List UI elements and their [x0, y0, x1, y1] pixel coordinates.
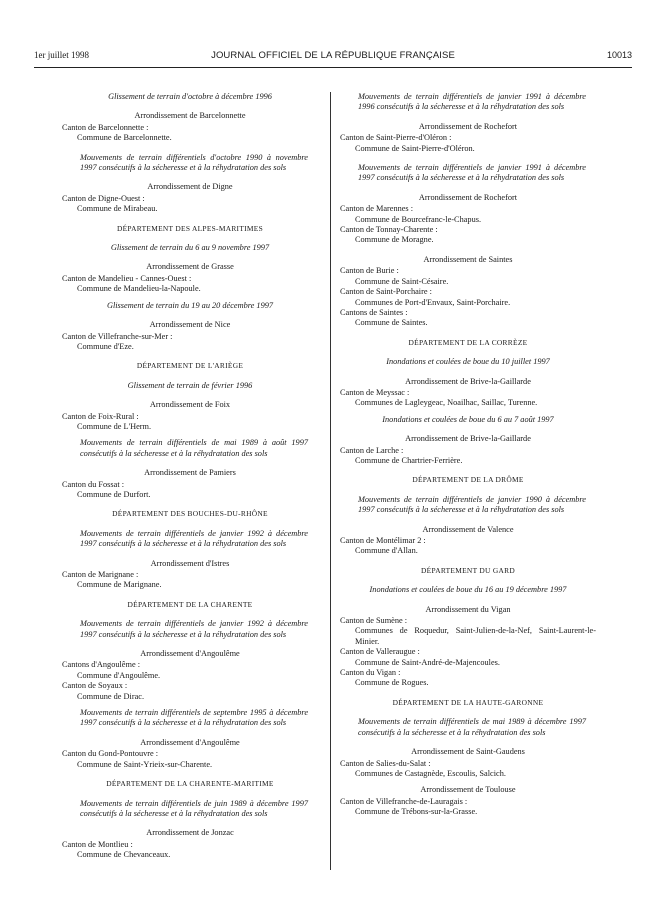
- canton-line: Canton de Saint-Pierre-d'Oléron :: [340, 133, 452, 143]
- spacer: [340, 246, 596, 255]
- canton-line: Canton de Valleraugue :: [340, 647, 420, 657]
- arrondissement-heading: Arrondissement de Brive-la-Gaillarde: [405, 376, 531, 386]
- canton-line: Cantons d'Angoulême :: [62, 660, 141, 670]
- canton-line: Canton du Gond-Pontouvre :: [62, 749, 159, 759]
- canton-line: Canton de Salies-du-Salat :: [340, 758, 431, 768]
- commune-line: Commune de Saint-Césaire.: [355, 276, 449, 286]
- canton-line: Canton du Vigan :: [340, 668, 401, 678]
- canton-line: Canton de Marignane :: [62, 570, 139, 579]
- spacer: [62, 770, 318, 779]
- arrondissement-heading: Arrondissement de Barcelonnette: [134, 111, 246, 121]
- event-heading: Glissement de terrain du 6 au 9 novembre 1997: [110, 243, 270, 253]
- event-heading: Mouvements de terrain différentiels d'octobre 1990 à novembre 1997 consécutifs à la sécheresse et à la réhydratation des sols: [80, 152, 308, 173]
- arrondissement-heading: Arrondissement d'Angoulême: [140, 649, 240, 659]
- event-heading: Mouvements de terrain différentiels de mai 1989 à décembre 1997 consécutifs à la sécheresse et à la réhydratation des sols: [358, 717, 586, 737]
- event-heading: Mouvements de terrain différentiels de mai 1989 à août 1997 consécutifs à la sécheresse et à la réhydratation des sols: [80, 438, 308, 458]
- commune-line: Commune de Mandelieu-la-Napoule.: [77, 284, 201, 294]
- commune-line: Commune de L'Herm.: [77, 421, 152, 431]
- department-heading: DÉPARTEMENT DE LA CHARENTE: [127, 599, 253, 609]
- commune-line: Communes de Port-d'Envaux, Saint-Porchaire.: [355, 297, 511, 307]
- arrondissement-heading: Arrondissement de Saint-Gaudens: [411, 747, 525, 757]
- commune-line: Commune d'Eze.: [77, 341, 134, 351]
- commune-line: Commune de Saint-Pierre-d'Oléron.: [355, 143, 475, 153]
- arrondissement-heading: Arrondissement de Brive-la-Gaillarde: [405, 434, 531, 444]
- canton-line: Canton de Meyssac :: [340, 387, 410, 397]
- arrondissement-heading: Arrondissement de Valence: [422, 524, 514, 534]
- department-heading: DÉPARTEMENT DE LA CHARENTE-MARITIME: [106, 779, 274, 789]
- canton-line: Canton de Montélimar 2 :: [340, 536, 426, 545]
- commune-line: Commune d'Angoulême.: [77, 670, 161, 680]
- arrondissement-heading: Arrondissement de Grasse: [146, 262, 234, 272]
- commune-line: Commune de Saint-Yrieix-sur-Charente.: [77, 759, 213, 769]
- canton-line: Canton de Sumène :: [340, 616, 408, 626]
- arrondissement-heading: Arrondissement de Jonzac: [146, 828, 234, 838]
- spacer: [340, 154, 596, 163]
- spacer: [340, 689, 596, 698]
- commune-line: Commune de Chartrier-Ferrière.: [355, 455, 463, 465]
- event-heading: Mouvements de terrain différentiels de janvier 1990 à décembre 1997 consécutifs à la sécheresse et à la réhydratation des sols: [358, 494, 586, 515]
- commune-line: Commune de Trébons-sur-la-Grasse.: [355, 807, 478, 817]
- canton-line: Canton de Villefranche-sur-Mer :: [62, 331, 173, 341]
- canton-line: Canton de Digne-Ouest :: [62, 193, 145, 203]
- commune-line: Commune de Rogues.: [355, 678, 429, 688]
- column-divider: [330, 92, 331, 870]
- arrondissement-heading: Arrondissement de Rochefort: [418, 121, 518, 131]
- commune-line: Commune de Moragne.: [355, 235, 434, 245]
- arrondissement-heading: Arrondissement de Pamiers: [144, 468, 236, 478]
- commune-line: Commune de Bourcefranc-le-Chapus.: [355, 214, 482, 224]
- spacer: [62, 144, 318, 153]
- arrondissement-heading: Arrondissement de Foix: [149, 400, 231, 410]
- left-column: [62, 92, 318, 861]
- event-heading: Mouvements de terrain différentiels de janvier 1992 à décembre 1997 consécutifs à la sécheresse et à la réhydratation des sols: [80, 619, 308, 639]
- canton-line: Canton de Larche :: [340, 445, 404, 455]
- page-number: 10013: [606, 50, 632, 60]
- right-column: [340, 92, 596, 818]
- canton-line: Canton de Montlieu :: [62, 839, 133, 849]
- spacer: [62, 352, 318, 361]
- arrondissement-heading: Arrondissement de Saintes: [423, 254, 513, 264]
- event-heading: Mouvements de terrain différentiels de septembre 1995 à décembre 1997 consécutifs à la sécheresse et à la réhydratation des sols: [80, 708, 308, 728]
- arrondissement-heading: Arrondissement de Toulouse: [420, 785, 516, 795]
- commune-line: Communes de Roquedur, Saint-Julien-de-la-Nef, Saint-Laurent-le-Minier.: [355, 626, 596, 646]
- department-heading: DÉPARTEMENT DU GARD: [421, 565, 515, 575]
- canton-line: Canton de Villefranche-de-Lauragais :: [340, 796, 468, 806]
- commune-line: Communes de Castagnède, Escoulis, Salcich.: [355, 768, 506, 778]
- canton-line: Canton de Marennes :: [340, 204, 414, 214]
- spacer: [62, 215, 318, 224]
- commune-line: Communes de Lagleygeac, Noailhac, Saillac, Turenne.: [355, 398, 538, 408]
- arrondissement-heading: Arrondissement d'Istres: [150, 558, 230, 568]
- event-heading: Mouvements de terrain différentiels de janvier 1992 à décembre 1997 consécutifs à la sécheresse et à la réhydratation des sols: [80, 528, 308, 549]
- canton-line: Canton de Soyaux :: [62, 681, 128, 691]
- event-heading: Glissement de terrain du 19 au 20 décembre 1997: [106, 300, 274, 310]
- arrondissement-heading: Arrondissement du Vigan: [425, 604, 511, 614]
- arrondissement-heading: Arrondissement de Rochefort: [418, 192, 518, 202]
- commune-line: Commune de Durfort.: [77, 489, 151, 499]
- event-heading: Mouvements de terrain différentiels de janvier 1991 à décembre 1996 consécutifs à la sécheresse et à la réhydratation des sols: [358, 92, 586, 112]
- event-heading: Mouvements de terrain différentiels de janvier 1991 à décembre 1997 consécutifs à la sécheresse et à la réhydratation des sols: [358, 163, 586, 183]
- canton-line: Cantons de Saintes :: [340, 307, 408, 317]
- commune-line: Commune de Dirac.: [77, 691, 145, 701]
- arrondissement-heading: Arrondissement de Nice: [149, 320, 231, 330]
- department-heading: DÉPARTEMENT DE LA CORRÈZE: [408, 337, 528, 347]
- event-heading: Glissement de terrain de février 1996: [127, 380, 253, 390]
- canton-line: Canton du Fossat :: [62, 479, 124, 489]
- event-heading: Inondations et coulées de boue du 16 au 19 décembre 1997: [369, 585, 567, 595]
- commune-line: Commune de Saint-André-de-Majencoules.: [355, 657, 500, 667]
- event-heading: Inondations et coulées de boue du 6 au 7 août 1997: [382, 414, 554, 424]
- department-heading: DÉPARTEMENT DE LA HAUTE-GARONNE: [392, 697, 544, 707]
- commune-line: Commune de Chevanceaux.: [77, 850, 171, 860]
- department-heading: DÉPARTEMENT DES ALPES-MARITIMES: [116, 223, 263, 233]
- event-heading: Glissement de terrain d'octobre à décembre 1996: [108, 92, 272, 101]
- commune-line: Commune de Saintes.: [355, 318, 428, 328]
- canton-line: Canton de Saint-Porchaire :: [340, 287, 432, 297]
- event-heading: Inondations et coulées de boue du 10 juillet 1997: [386, 357, 550, 367]
- arrondissement-heading: Arrondissement d'Angoulême: [140, 737, 240, 747]
- canton-line: Canton de Tonnay-Charente :: [340, 225, 438, 235]
- canton-line: Canton de Foix-Rural :: [62, 411, 139, 421]
- canton-line: Canton de Burie :: [340, 266, 399, 276]
- arrondissement-heading: Arrondissement de Digne: [147, 182, 233, 192]
- department-heading: DÉPARTEMENT DES BOUCHES-DU-RHÔNE: [112, 509, 268, 519]
- spacer: [340, 329, 596, 338]
- page-header: [34, 50, 632, 64]
- header-rule: [34, 67, 632, 68]
- department-heading: DÉPARTEMENT DE L'ARIÈGE: [136, 361, 244, 371]
- canton-line: Canton de Barcelonnette :: [62, 122, 149, 132]
- department-heading: DÉPARTEMENT DE LA DRÔME: [412, 475, 524, 485]
- spacer: [62, 591, 318, 600]
- commune-line: Commune d'Allan.: [355, 546, 418, 556]
- event-heading: Mouvements de terrain différentiels de juin 1989 à décembre 1997 consécutifs à la sécheresse et à la réhydratation des sols: [80, 798, 308, 818]
- commune-line: Commune de Mirabeau.: [77, 204, 158, 214]
- spacer: [340, 557, 596, 566]
- canton-line: Canton de Mandelieu - Cannes-Ouest :: [62, 273, 192, 283]
- commune-line: Commune de Barcelonnette.: [77, 133, 172, 143]
- commune-line: Commune de Marignane.: [77, 580, 162, 590]
- issue-date: 1er juillet 1998: [34, 50, 89, 60]
- journal-title: JOURNAL OFFICIEL DE LA RÉPUBLIQUE FRANÇAISE: [211, 50, 455, 61]
